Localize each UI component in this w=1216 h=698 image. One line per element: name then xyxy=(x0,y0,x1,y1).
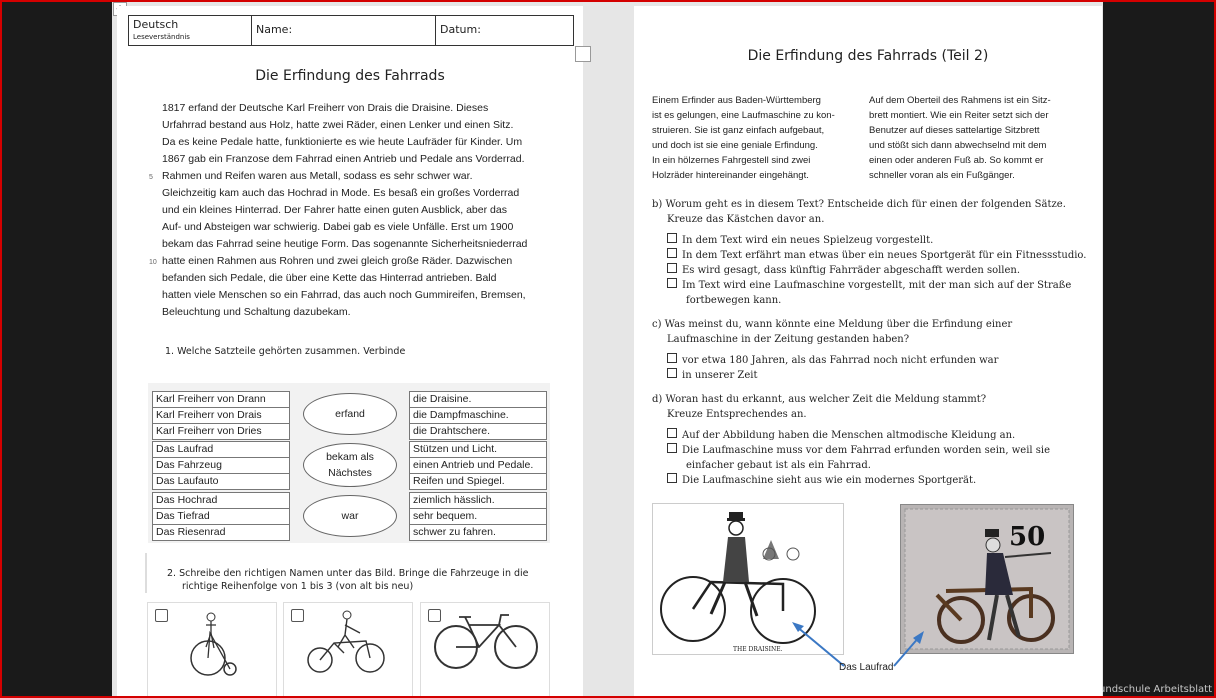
option[interactable]: Das Fahrzeug xyxy=(153,458,289,474)
verb-label: erfand xyxy=(335,408,365,420)
option-label-continued: einfacher gebaut ist als ein Fahrrad. xyxy=(686,460,871,471)
option[interactable]: schwer zu fahren. xyxy=(413,526,496,538)
article-line: schneller voran als ein Fußgänger. xyxy=(869,170,1015,181)
text-line: 1817 erfand der Deutsche Karl Freiherr von Drais die Draisine. Dieses xyxy=(162,102,489,114)
verb-label: war xyxy=(341,510,359,522)
page-marker[interactable] xyxy=(575,46,591,62)
article-line: Auf dem Oberteil des Rahmens ist ein Sitz- xyxy=(869,95,1051,106)
answer-option[interactable] xyxy=(652,233,1092,248)
text-line: hatten viele Menschen so ein Fahrrad, das auch noch Gummireifen, Bremsen, xyxy=(162,289,526,301)
header-table xyxy=(128,15,574,46)
object-options-3 xyxy=(409,492,547,541)
task-2-instruction xyxy=(167,567,547,593)
reading-text xyxy=(149,100,562,321)
task-2-line: 2. Schreibe den richtigen Namen unter das Bild. Bringe die Fahrzeuge in die xyxy=(167,568,529,579)
option[interactable]: Das Tiefrad xyxy=(153,509,289,525)
text-line: Urfahrrad bestand aus Holz, hatte zwei Räder, einen Lenker und einen Sitz. xyxy=(162,119,514,131)
bike-pictures xyxy=(147,602,551,696)
worksheet-page-1 xyxy=(117,6,583,696)
article-line: In ein hölzernes Fahrgestell sind zwei xyxy=(652,155,811,166)
text-line-5 xyxy=(149,168,562,185)
answer-option[interactable] xyxy=(652,473,1092,488)
text-line-10 xyxy=(149,253,562,270)
object-options-2 xyxy=(409,441,547,490)
verb-ellipse-3[interactable] xyxy=(303,495,397,537)
text-line: Da es keine Pedale hatte, funktionierte es wie heute Laufräder für Kinder. Um xyxy=(162,136,523,148)
checkbox[interactable] xyxy=(667,443,677,453)
option[interactable]: Karl Freiherr von Drann xyxy=(153,392,289,408)
answer-option[interactable] xyxy=(652,353,1092,368)
verb-ellipse-1[interactable] xyxy=(303,393,397,435)
question-c xyxy=(652,317,1092,383)
order-checkbox[interactable] xyxy=(291,609,304,622)
checkbox[interactable] xyxy=(667,368,677,378)
subject-cell xyxy=(129,16,252,45)
option[interactable]: die Draisine. xyxy=(410,392,546,408)
article-line: brett montiert. Wie ein Reiter setzt sich der xyxy=(869,110,1049,121)
checkbox[interactable] xyxy=(667,353,677,363)
option-label: Es wird gesagt, dass künftig Fahrräder abgeschafft werden sollen. xyxy=(682,265,1021,276)
option[interactable]: Karl Freiherr von Dries xyxy=(156,425,262,437)
option[interactable]: Das Hochrad xyxy=(153,493,289,509)
arrow-icon xyxy=(784,614,924,668)
picture-cell-velocipede xyxy=(283,602,413,696)
option-label-continued: fortbewegen kann. xyxy=(686,295,782,306)
text-line: Beleuchtung und Schaltung dazubekam. xyxy=(162,306,351,318)
worksheet-page-2 xyxy=(634,6,1102,696)
option-label: Auf der Abbildung haben die Menschen altmodische Kleidung an. xyxy=(682,430,1016,441)
subject-options-3 xyxy=(152,492,290,541)
article-line: einen oder anderen Fuß ab. So kommt er xyxy=(869,155,1044,166)
postage-stamp xyxy=(900,504,1074,654)
answer-option[interactable] xyxy=(652,278,1092,293)
line-number: 5 xyxy=(149,174,153,181)
line-number: 10 xyxy=(149,259,157,266)
divider xyxy=(145,553,147,593)
date-field[interactable]: Datum: xyxy=(440,23,481,36)
subject-sub-label: Leseverständnis xyxy=(133,33,190,41)
checkbox[interactable] xyxy=(667,428,677,438)
text-line: und ein kleines Hinterrad. Der Fahrer hatte einen guten Ausblick, aber das xyxy=(162,204,507,216)
checkbox[interactable] xyxy=(667,473,677,483)
article-line: und doch ist sie eine geniale Erfindung. xyxy=(652,140,818,151)
option[interactable]: ziemlich hässlich. xyxy=(410,493,546,509)
text-line: 1867 gab ein Franzose dem Fahrrad einen Antrieb und Pedale ans Vorderrad. xyxy=(162,153,525,165)
text-line: bekam das Fahrrad seine heutige Form. Das sogenannte Sicherheitsniederrad xyxy=(162,238,528,250)
checkbox[interactable] xyxy=(667,278,677,288)
answer-option[interactable] xyxy=(652,443,1092,458)
article-line: ist es gelungen, eine Laufmaschine zu kon- xyxy=(652,110,835,121)
option[interactable]: Das Laufrad xyxy=(153,442,289,458)
article-line: und stößt sich dann abwechselnd mit dem xyxy=(869,140,1047,151)
subject-options-2 xyxy=(152,441,290,490)
article-line: Benutzer auf dieses sattelartige Sitzbrett xyxy=(869,125,1040,136)
answer-option[interactable] xyxy=(652,428,1092,443)
option[interactable]: Das Riesenrad xyxy=(156,526,226,538)
verb-label: bekam als xyxy=(326,451,374,463)
order-checkbox[interactable] xyxy=(428,609,441,622)
option[interactable]: Reifen und Spiegel. xyxy=(413,475,505,487)
question-text: d) Woran hast du erkannt, aus welcher Zeit die Meldung stammt? xyxy=(652,394,987,405)
picture-cell-highwheel xyxy=(147,602,277,696)
answer-option[interactable] xyxy=(652,263,1092,278)
option-label: Die Laufmaschine muss vor dem Fahrrad erfunden worden sein, weil sie xyxy=(682,445,1051,456)
question-text: c) Was meinst du, wann könnte eine Meldung über die Erfindung einer xyxy=(652,319,1013,330)
option[interactable]: die Drahtschere. xyxy=(413,425,491,437)
article-line: Einem Erfinder aus Baden-Württemberg xyxy=(652,95,821,106)
task-1-instruction: 1. Welche Satzteile gehörten zusammen. Verbinde xyxy=(165,346,406,357)
page-title: Die Erfindung des Fahrrads xyxy=(255,68,445,84)
article-column-left xyxy=(652,93,867,183)
option[interactable]: einen Antrieb und Pedale. xyxy=(410,458,546,474)
option-label: Im Text wird eine Laufmaschine vorgestellt, mit der man sich auf der Straße xyxy=(682,280,1072,291)
stamp-draisine-icon xyxy=(901,505,1073,653)
option-label: vor etwa 180 Jahren, als das Fahrrad noch nicht erfunden war xyxy=(682,355,999,366)
option-label: In dem Text wird ein neues Spielzeug vorgestellt. xyxy=(682,235,934,246)
answer-option[interactable] xyxy=(652,248,1092,263)
question-text: b) Worum geht es in diesem Text? Entscheide dich für einen der folgenden Sätze. xyxy=(652,199,1066,210)
option[interactable]: Stützen und Licht. xyxy=(410,442,546,458)
text-line: befanden sich Pedale, die über eine Kette das Hinterrad antrieben. Bald xyxy=(162,272,497,284)
order-checkbox[interactable] xyxy=(155,609,168,622)
task-2-line: richtige Reihenfolge von 1 bis 3 (von alt bis neu) xyxy=(182,581,414,592)
subject-options-1 xyxy=(152,391,290,440)
text-line: Auf- und Absteigen war schwierig. Dabei gab es viele Unfälle. Erst um 1900 xyxy=(162,221,514,233)
subject-label: Deutsch xyxy=(133,18,179,31)
option-label: in unserer Zeit xyxy=(682,370,758,381)
text-line: hatte einen Rahmen aus Rohren und zwei gleich große Räder. Dazwischen xyxy=(162,255,513,267)
stamp-value: 50 xyxy=(1009,522,1046,552)
checkbox[interactable] xyxy=(667,248,677,258)
question-d xyxy=(652,392,1092,488)
picture-cell-modern-bike xyxy=(420,602,550,696)
option[interactable]: Karl Freiherr von Drais xyxy=(153,408,289,424)
option[interactable]: die Dampfmaschine. xyxy=(410,408,546,424)
verb-label: Nächstes xyxy=(328,467,372,479)
article-line: struieren. Sie ist ganz einfach aufgebaut, xyxy=(652,125,825,136)
option[interactable]: sehr bequem. xyxy=(410,509,546,525)
option[interactable]: Das Laufauto xyxy=(156,475,219,487)
question-text: Laufmaschine in der Zeitung gestanden haben? xyxy=(667,334,910,345)
object-options-1 xyxy=(409,391,547,440)
checkbox[interactable] xyxy=(667,233,677,243)
answer-option[interactable] xyxy=(652,368,1092,383)
question-b xyxy=(652,197,1092,308)
page-title: Die Erfindung des Fahrrads (Teil 2) xyxy=(747,48,989,64)
matching-exercise xyxy=(148,383,550,543)
text-line: Rahmen und Reifen waren aus Metall, sodass es sehr schwer war. xyxy=(162,170,473,182)
engraving-caption: THE DRAISINE. xyxy=(733,646,783,653)
article-line: Holzräder hintereinander eingehängt. xyxy=(652,170,809,181)
checkbox[interactable] xyxy=(667,263,677,273)
option-label: Die Laufmaschine sieht aus wie ein modernes Sportgerät. xyxy=(682,475,977,486)
verb-ellipse-2[interactable] xyxy=(303,443,397,487)
question-text: Kreuze das Kästchen davor an. xyxy=(667,214,825,225)
text-line: Gleichzeitig kam auch das Hochrad in Mode. Es besaß ein großes Vorderrad xyxy=(162,187,520,199)
watermark: Grundschule Arbeitsblatt xyxy=(1087,684,1212,695)
question-text: Kreuze Entsprechendes an. xyxy=(667,409,807,420)
option-label: In dem Text erfährt man etwas über ein neues Sportgerät für ein Fitnessstudio. xyxy=(682,250,1087,261)
name-field[interactable]: Name: xyxy=(252,16,436,45)
article-column-right xyxy=(869,93,1084,183)
laufrad-label: Das Laufrad xyxy=(839,662,894,673)
